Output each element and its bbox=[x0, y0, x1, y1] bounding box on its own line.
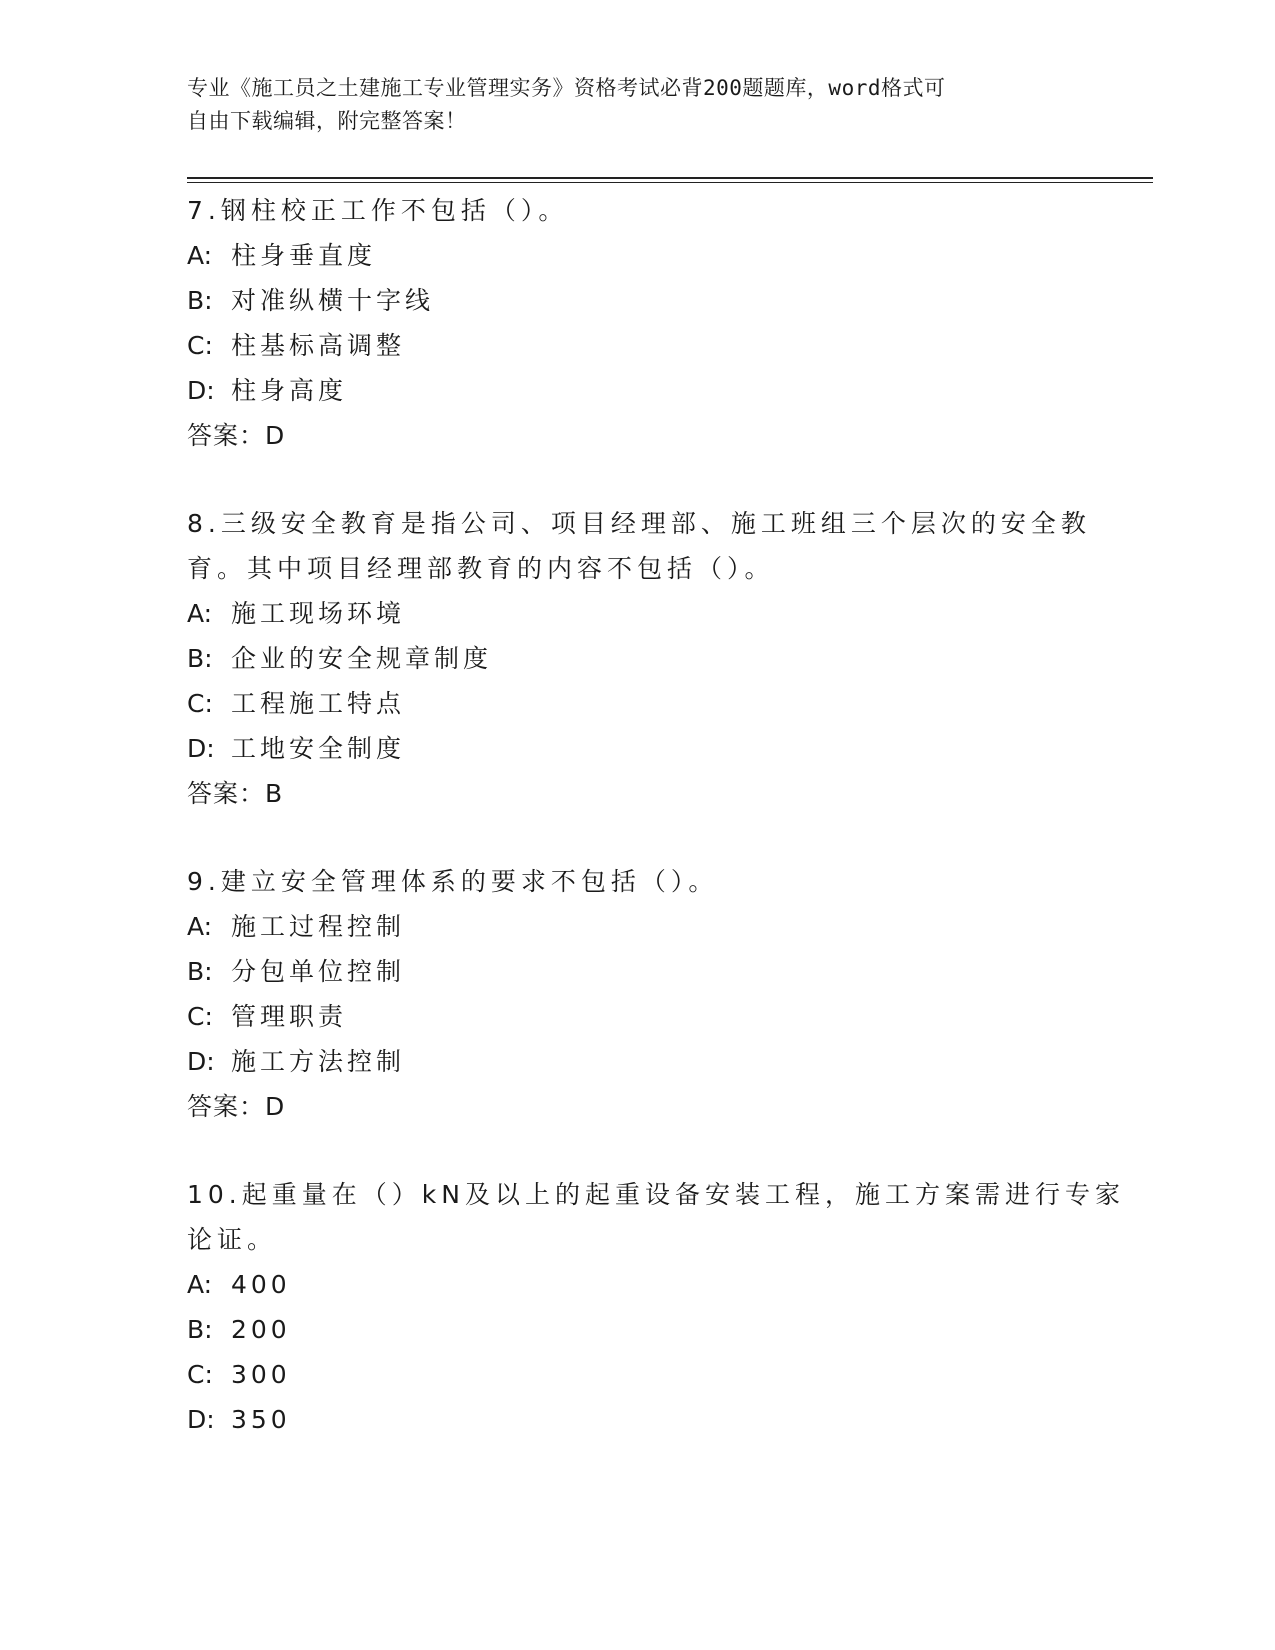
option-b bbox=[187, 1307, 1147, 1352]
option-a bbox=[187, 904, 1147, 949]
answer-line: 答案：B bbox=[187, 779, 284, 808]
option-d bbox=[187, 1039, 1147, 1084]
question-stem: 10.起重量在（）kN及以上的起重设备安装工程，施工方案需进行专家 bbox=[187, 1180, 1125, 1209]
option-key: D: bbox=[187, 1405, 215, 1434]
answer-line: 答案：D bbox=[187, 1092, 286, 1121]
document-header bbox=[187, 72, 1067, 138]
option-c bbox=[187, 681, 1147, 726]
option-text: 分包单位控制 bbox=[231, 957, 406, 986]
question-8 bbox=[187, 501, 1147, 816]
answer-line: 答案：D bbox=[187, 421, 286, 450]
option-key: B: bbox=[187, 644, 213, 673]
question-stem-continued: 论证。 bbox=[187, 1225, 278, 1254]
option-text: 施工方法控制 bbox=[231, 1047, 406, 1076]
question-stem: 9.建立安全管理体系的要求不包括（）。 bbox=[187, 867, 719, 896]
question-stem: 7.钢柱校正工作不包括（）。 bbox=[187, 196, 569, 225]
option-b bbox=[187, 278, 1147, 323]
option-key: C: bbox=[187, 1360, 213, 1389]
option-text: 管理职责 bbox=[231, 1002, 348, 1031]
option-text: 200 bbox=[231, 1315, 291, 1344]
option-text: 施工现场环境 bbox=[231, 599, 406, 628]
option-text: 工程施工特点 bbox=[231, 689, 406, 718]
option-d bbox=[187, 726, 1147, 771]
option-text: 对准纵横十字线 bbox=[231, 286, 435, 315]
option-text: 300 bbox=[231, 1360, 291, 1389]
question-stem: 8.三级安全教育是指公司、项目经理部、施工班组三个层次的安全教 bbox=[187, 509, 1091, 538]
question-stem-continued: 育。其中项目经理部教育的内容不包括（）。 bbox=[187, 554, 775, 583]
option-key: D: bbox=[187, 376, 215, 405]
option-key: B: bbox=[187, 286, 213, 315]
option-text: 企业的安全规章制度 bbox=[231, 644, 493, 673]
option-a bbox=[187, 233, 1147, 278]
option-c bbox=[187, 1352, 1147, 1397]
question-list bbox=[187, 188, 1147, 1485]
option-c bbox=[187, 323, 1147, 368]
option-key: A: bbox=[187, 241, 213, 270]
option-b bbox=[187, 949, 1147, 994]
option-a bbox=[187, 591, 1147, 636]
option-key: B: bbox=[187, 957, 213, 986]
option-d bbox=[187, 368, 1147, 413]
option-text: 柱身垂直度 bbox=[231, 241, 377, 270]
option-key: A: bbox=[187, 1270, 213, 1299]
question-9 bbox=[187, 859, 1147, 1129]
option-text: 400 bbox=[231, 1270, 291, 1299]
option-d bbox=[187, 1397, 1147, 1442]
option-text: 柱基标高调整 bbox=[231, 331, 406, 360]
option-text: 工地安全制度 bbox=[231, 734, 406, 763]
option-key: C: bbox=[187, 331, 213, 360]
option-text: 350 bbox=[231, 1405, 291, 1434]
option-key: A: bbox=[187, 599, 213, 628]
option-key: B: bbox=[187, 1315, 213, 1344]
option-a bbox=[187, 1262, 1147, 1307]
option-c bbox=[187, 994, 1147, 1039]
header-line-2: 自由下载编辑，附完整答案！ bbox=[187, 109, 467, 133]
option-key: D: bbox=[187, 1047, 215, 1076]
option-key: C: bbox=[187, 1002, 213, 1031]
option-key: A: bbox=[187, 912, 213, 941]
option-text: 柱身高度 bbox=[231, 376, 348, 405]
option-key: D: bbox=[187, 734, 215, 763]
question-10 bbox=[187, 1172, 1147, 1442]
option-key: C: bbox=[187, 689, 213, 718]
document-page bbox=[187, 72, 1147, 1434]
option-b bbox=[187, 636, 1147, 681]
header-line-1: 专业《施工员之土建施工专业管理实务》资格考试必背200题题库，word格式可 bbox=[187, 76, 946, 100]
option-text: 施工过程控制 bbox=[231, 912, 406, 941]
question-7 bbox=[187, 188, 1147, 458]
header-divider bbox=[187, 177, 1153, 183]
